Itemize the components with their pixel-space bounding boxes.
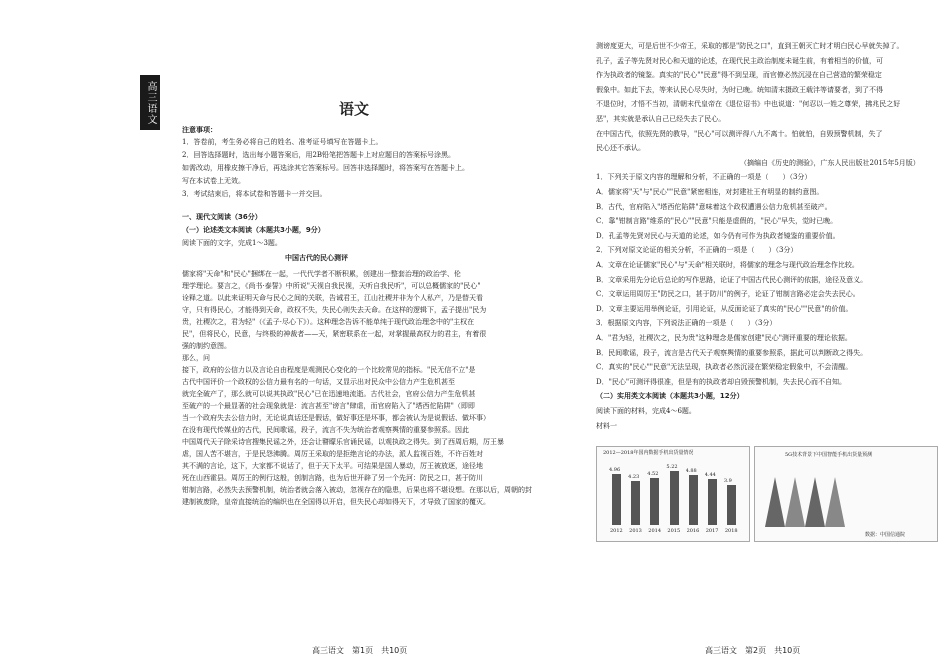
bar <box>670 471 679 525</box>
right-line: 恶"，其实就是承认自己已经失去了民心。 <box>596 115 726 123</box>
left-line: 阅读下面的文字，完成1～3题。 <box>182 239 282 247</box>
forecast-mountains <box>765 471 855 527</box>
right-line: （摘编自《历史的测验》，广东人民出版社2015年5月版） <box>740 158 920 167</box>
right-line: A．文章在论证儒家"民心"与"天命"相关联时，将儒家的理念与现代政治理念作比较。 <box>596 261 859 269</box>
left-line: 如需改动，用橡皮擦干净后，再选涂其它答案标号。回答非选择题时，将答案写在答题卡上。 <box>182 164 469 172</box>
page-title: 语文 <box>338 100 369 118</box>
chart-right-source: 数据：中国信通院 <box>865 532 906 538</box>
x-tick-label: 2018 <box>724 528 738 534</box>
x-tick-label: 2017 <box>705 528 719 534</box>
x-tick-label: 2016 <box>686 528 700 534</box>
right-line: 在中国古代，依照先贤的教导，"民心"可以测评得八九不离十。怕就怕，自毁预警机制，失了 <box>596 129 883 138</box>
right-line: 材料一 <box>596 421 617 430</box>
left-line: 一、现代文阅读（36分） <box>182 213 262 221</box>
forecast-figure <box>754 446 938 542</box>
notes-heading: 注意事项： <box>182 126 217 134</box>
left-line: 就完全破产了，那么就可以说其执政"民心"已在迅速地流逝。古代社会，官府公信力产生危机甚 <box>182 390 476 398</box>
bar <box>650 478 659 525</box>
left-line: 当一个政府失去公信力时，无论说真话还是假话，做好事还是坏事，都会被认为是说假话、做坏事） <box>182 414 490 422</box>
left-line: 2．回答选择题时，选出每小题答案后，用2B铅笔把答题卡上对应题目的答案标号涂黑。 <box>182 151 456 159</box>
left-line: 中国周代天子除采诗官搜集民谣之外，还会让瞽矇乐官诵民谣，以观执政之得失。到了西周后期，厉王暴 <box>182 438 504 446</box>
right-line: A．"君为轻，社稷次之，民为贵"这种理念是儒家创建"民心"测评重要的理论依据。 <box>596 334 852 342</box>
left-line: 守，只有得民心，才能得到天命，政权不失，失民心则失去天命。在这样的逻辑下，孟子提出"民为 <box>182 306 487 314</box>
right-line: 孔子，孟子等先贤对民心和天道的论述，在现代民主政治制度未诞生前，有着相当的价值，可 <box>596 56 883 65</box>
bar-chart <box>596 446 750 542</box>
left-line: 至破产的一个最显著的社会现象就是：流言甚至"谤言"肆虐，而官府陷入了"塔西佗陷阱"（即即 <box>182 402 475 410</box>
footer-right: 高三语文 第2页 共10页 <box>705 646 801 655</box>
right-line: C．靠"钳制言路"维系的"民心""民意"只能是虚假的，"民心"早失，觉时已晚。 <box>596 217 838 226</box>
x-tick-label: 2015 <box>667 528 681 534</box>
x-axis <box>607 527 741 537</box>
bar-value-label: 4.88 <box>685 467 697 474</box>
left-line: 民"，但将民心，民意，与终极的神裁者——天，紧密联系在一起，对掌握最高权力的君主，有着很 <box>182 330 487 338</box>
left-line: 贵，社稷次之，君为轻"（《孟子·尽心下》）。这种理念告诉不能单纯于现代政治理念中的"主权在 <box>182 318 475 326</box>
left-line: 在没有现代传媒业的古代，民间歌谣，段子，流言不失为统治者观察舆情的重要参照系。因此 <box>182 426 469 434</box>
bar-value-label: 4.52 <box>647 471 659 478</box>
left-line: 强的制约意图。 <box>182 342 231 350</box>
x-tick-label: 2014 <box>648 528 662 534</box>
right-line: 民心还不承认。 <box>596 144 645 153</box>
left-line: 钳制言路，必然失去预警机制，统治者就会落入被动，忽视存在的隐患，后果也将不堪设想。在那以后，周朝的封 <box>182 486 532 494</box>
left-line: 儒家将"天命"和"民心"捆绑在一起，一代代学者不断积累，创建出一整套治理的政治学、伦 <box>182 270 461 278</box>
x-tick-label: 2012 <box>610 528 623 534</box>
chart-left-title: 2012—2018年国内数据手机出货量情况 <box>603 450 694 456</box>
left-line: 其不满的言论，这下，大家都不说话了，但于天下太平。可结果是国人暴动，厉王被放逐，途径地 <box>182 462 483 470</box>
footer-left: 高三语文 第1页 共10页 <box>312 646 408 655</box>
bar <box>612 474 621 525</box>
bar-value-label: 5.22 <box>666 464 678 471</box>
bar-value-label: 3.9 <box>723 477 732 484</box>
left-line: 那么，问 <box>182 354 210 362</box>
right-line: 作为执政者的镜鉴。真实的"民心""民意"得不到呈现，而官僚必然沉浸在自己营造的繁荣稳定 <box>596 71 882 80</box>
left-line: 虐，国人苦不堪言，于是民怨沸腾。周厉王采取的是拒绝言论的办法，派人监视百姓，不许百姓对 <box>182 450 483 458</box>
bar <box>631 481 640 525</box>
side-tab-label: 高三语文 <box>140 75 160 130</box>
left-line: 死在山西霍县。周厉王的例行这般，创制言路，也为后世开辟了另一个先河：防民之口，甚于防川 <box>182 474 483 482</box>
left-line: 接下，政府的公信力以及言论自由程度是观测民心变化的一个比较常见的指标。"民无信不立"是 <box>182 366 476 374</box>
right-line: （二）实用类文本阅读（本题共3小题，12分） <box>596 392 744 401</box>
bar-value-label: 4.96 <box>609 466 621 473</box>
right-line: 2．下列对原文论证的相关分析，不正确的一项是（ ）（3分） <box>596 246 798 255</box>
right-line: 阅读下面的材料，完成4～6题。 <box>596 407 696 415</box>
right-line: B．民间歌谣，段子，流言是古代天子观察舆情的重要参照系，据此可以判断政之得失。 <box>596 348 868 357</box>
right-line: C．真实的"民心""民意"无法呈现，执政者必然沉浸在繁荣稳定假象中，不会清醒。 <box>596 363 853 372</box>
right-line: 不退位时，才悟不当初，清朝末代皇帝在《退位诏书》中也说道："何忍以一姓之尊荣，拂兆民之好 <box>596 100 901 109</box>
bar <box>708 479 717 525</box>
right-line: D．"民心"可测评得很准，但是有的执政者却自毁预警机制，失去民心而不自知。 <box>596 377 847 386</box>
right-line: D．文章主要运用举例论证，引用论证，从反面论证了真实的"民心""民意"的价值。 <box>596 304 853 313</box>
bar-value-label: 4.23 <box>628 474 640 481</box>
bar <box>689 475 698 525</box>
right-line: B．古代，官府陷入"塔西佗陷阱"意味着这个政权遭遇公信力危机甚至破产。 <box>596 202 832 211</box>
right-line: B．文章采用先分论后总论的写作思路，论证了中国古代民心测评的依据，途径及意义。 <box>596 275 868 284</box>
left-line: （一）论述类文本阅读（本题共3小题，9分） <box>182 226 325 234</box>
right-line: 测谤度更大，可是后世不少帝王，采取的都是"防民之口"，直到王朝灭亡时才明白民心早就失掉了。 <box>596 42 904 50</box>
left-line: 建制被废除，皇帝直接统治的编织也在全国得以开启，但失民心却如得天下，才导致了国家的覆灭。 <box>182 498 490 506</box>
left-line: 3．考试结束后，将本试卷和答题卡一并交回。 <box>182 190 327 198</box>
right-line: D．孔孟等先贤对民心与天道的论述，如今仍有可作为执政者镜鉴的重要价值。 <box>596 231 840 240</box>
left-line: 中国古代的民心测评 <box>285 254 348 262</box>
right-line: C．文章运用周厉王"防民之口，甚于防川"的例子，论证了钳制言路必定会失去民心。 <box>596 290 860 299</box>
bar <box>727 485 736 525</box>
left-line: 1．答卷前，考生务必将自己的姓名、准考证号填写在答题卡上。 <box>182 138 383 146</box>
right-line: A．儒家将"天"与"民心""民意"紧密相连，对封建社王有明显的制约意图。 <box>596 188 824 196</box>
left-line: 古代中国评价一个政权的公信力最有名的一句话，又显示出对民众中公信力产生危机甚至 <box>182 378 455 386</box>
right-line: 假象中。如此下去，等来认民心尽失时，为时已晚。统知清末摄政王载沣等请要者，到了不得 <box>596 85 883 94</box>
bar-value-label: 4.44 <box>704 472 716 479</box>
left-line: 诠释之道。以此来证明天命与民心之间的关联，告诫君王，江山社稷并非为个人私产，乃是替天看 <box>182 294 483 302</box>
left-line: 理学理论。要言之，《尚书·泰誓》中所说"天视自我民视，天听自我民听"，可以总概儒家的"民心" <box>182 282 481 290</box>
x-tick-label: 2013 <box>629 528 642 534</box>
right-line: 3．根据原文内容，下列说法正确的一项是（ ）（3分） <box>596 319 777 328</box>
right-line: 1．下列关于原文内容的理解和分析，不正确的一项是（ ）（3分） <box>596 173 812 182</box>
left-line: 写在本试卷上无效。 <box>182 177 245 185</box>
chart-right-title: 5G技术背景下中国智能手机出货量预测 <box>785 452 873 458</box>
bar-plot-area <box>607 463 741 525</box>
